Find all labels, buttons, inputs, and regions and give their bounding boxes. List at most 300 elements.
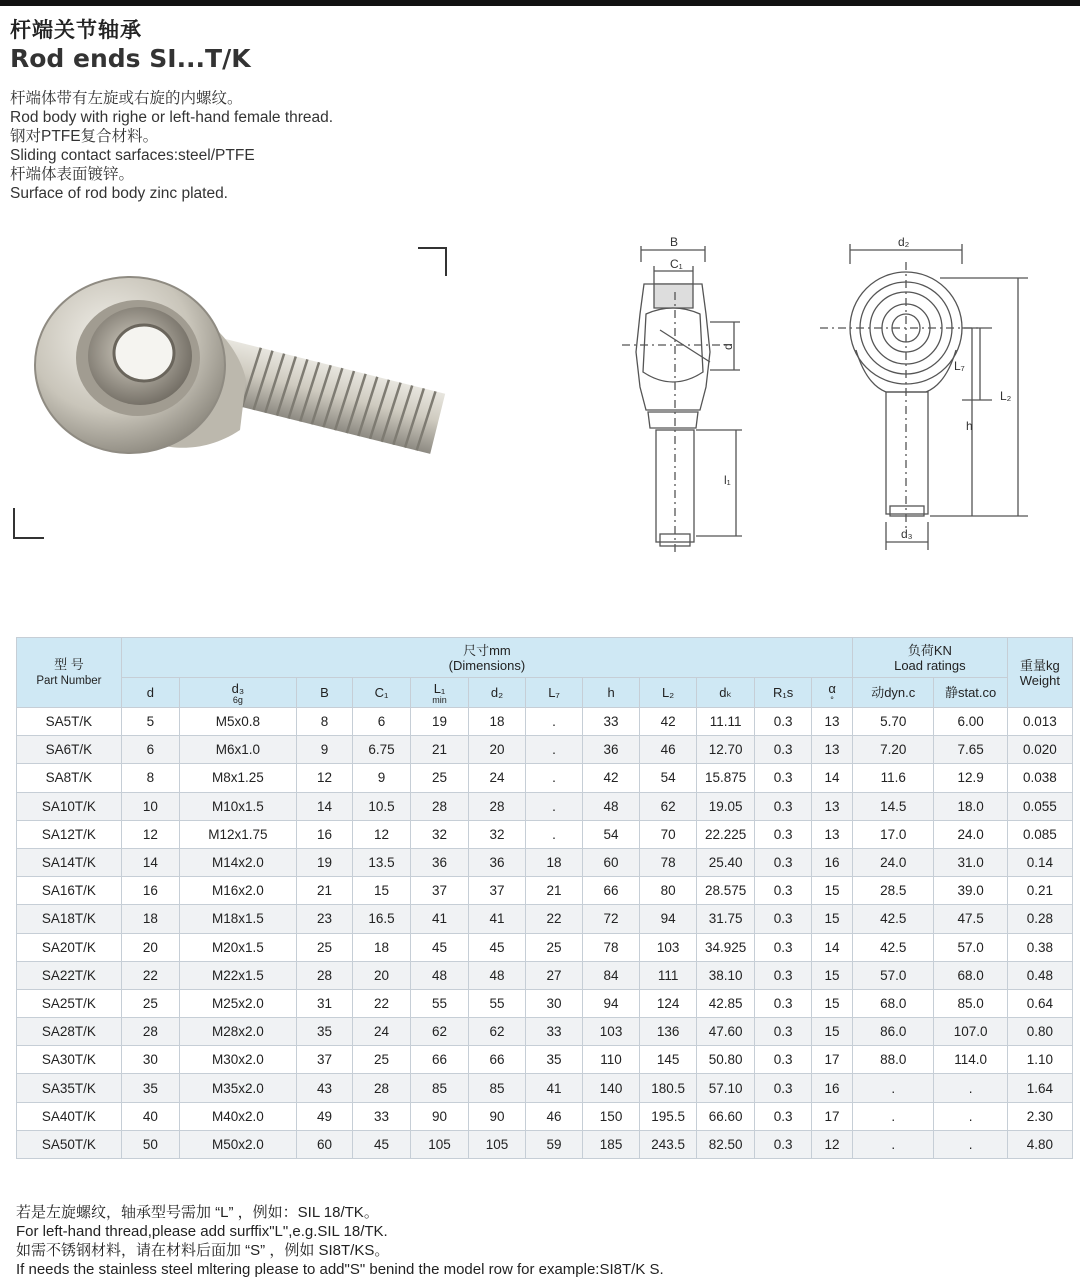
col-stat: 静stat.co [934,678,1007,708]
table-cell: 19.05 [697,792,755,820]
table-cell: 47.60 [697,1018,755,1046]
table-cell: 136 [640,1018,697,1046]
col-r1s: R₁s [755,678,812,708]
col-dyn: 动dyn.c [853,678,934,708]
table-cell: 45 [411,933,469,961]
table-cell: 28.575 [697,877,755,905]
part-number-cell: SA25T/K [17,989,122,1017]
table-cell: 6.00 [934,708,1007,736]
table-cell: 90 [411,1102,469,1130]
table-cell: 16.5 [352,905,410,933]
table-cell: 31 [296,989,352,1017]
table-cell: 46 [526,1102,583,1130]
table-cell: 48 [469,961,526,989]
table-row [17,708,1073,736]
page-title-en: Rod ends SI...T/K [10,44,251,73]
table-row [17,1130,1073,1158]
table-cell: 36 [469,848,526,876]
part-number-cell: SA12T/K [17,820,122,848]
table-cell: 54 [583,820,640,848]
table-cell: 15 [812,989,853,1017]
table-cell: M25x2.0 [179,989,296,1017]
table-cell: 12.70 [697,736,755,764]
table-cell: 31.75 [697,905,755,933]
table-cell: . [853,1074,934,1102]
table-cell: M35x2.0 [179,1074,296,1102]
table-cell: 50.80 [697,1046,755,1074]
table-cell: . [526,820,583,848]
table-cell: 25 [352,1046,410,1074]
table-cell: 17 [812,1102,853,1130]
table-cell: 41 [469,905,526,933]
spec-table [16,637,1073,1159]
header-dimensions-cn: 尺寸mm [463,642,511,658]
table-cell: 68.0 [853,989,934,1017]
table-cell: 17 [812,1046,853,1074]
table-cell: 55 [411,989,469,1017]
header-weight [1007,638,1072,708]
table-cell: M18x1.5 [179,905,296,933]
table-row [17,933,1073,961]
table-cell: 54 [640,764,697,792]
table-cell: 0.3 [755,989,812,1017]
label-c1: C₁ [670,257,683,271]
table-cell: 18 [121,905,179,933]
table-cell: 57.0 [934,933,1007,961]
col-c1: C₁ [352,678,410,708]
table-row [17,792,1073,820]
description-line: Sliding contact sarfaces:steel/PTFE [10,147,255,164]
col-b: B [296,678,352,708]
table-cell: 28 [296,961,352,989]
table-cell: 7.20 [853,736,934,764]
table-cell: M10x1.5 [179,792,296,820]
part-number-cell: SA16T/K [17,877,122,905]
table-cell: 17.0 [853,820,934,848]
table-cell: 94 [583,989,640,1017]
col-l1 [411,678,469,708]
table-cell: 19 [296,848,352,876]
table-cell: 4.80 [1007,1130,1072,1158]
table-cell: 22 [526,905,583,933]
label-d: d [721,343,735,350]
part-number-cell: SA14T/K [17,848,122,876]
table-cell: M14x2.0 [179,848,296,876]
table-cell: 37 [411,877,469,905]
part-number-cell: SA30T/K [17,1046,122,1074]
label-d3: d₃ [901,527,913,541]
table-cell: 66.60 [697,1102,755,1130]
part-number-cell: SA40T/K [17,1102,122,1130]
table-cell: . [526,708,583,736]
table-cell: M20x1.5 [179,933,296,961]
header-load-en: Load ratings [894,657,966,673]
header-part-number [17,638,122,708]
table-cell: 59 [526,1130,583,1158]
table-cell: 72 [583,905,640,933]
table-cell: 110 [583,1046,640,1074]
table-cell: 46 [640,736,697,764]
table-row [17,961,1073,989]
col-d2: d₂ [469,678,526,708]
table-cell: 150 [583,1102,640,1130]
table-cell: 24 [469,764,526,792]
top-border [0,0,1080,6]
header-weight-en: Weight [1019,672,1060,688]
table-cell: 0.28 [1007,905,1072,933]
table-cell: 0.38 [1007,933,1072,961]
table-cell: 15 [352,877,410,905]
table-cell: 86.0 [853,1018,934,1046]
label-b: B [670,235,679,249]
table-cell: 13 [812,792,853,820]
header-load [853,638,1008,678]
table-cell: 10.5 [352,792,410,820]
notes [16,1203,664,1279]
table-cell: 85.0 [934,989,1007,1017]
table-cell: M8x1.25 [179,764,296,792]
header-weight-cn: 重量kg [1020,657,1060,673]
table-row [17,736,1073,764]
table-cell: 35 [526,1046,583,1074]
table-cell: 9 [296,736,352,764]
table-cell: 36 [411,848,469,876]
table-cell: 62 [469,1018,526,1046]
part-number-cell: SA50T/K [17,1130,122,1158]
table-cell: 124 [640,989,697,1017]
table-cell: M6x1.0 [179,736,296,764]
table-cell: 0.3 [755,764,812,792]
table-cell: 45 [469,933,526,961]
table-cell: . [934,1074,1007,1102]
table-cell: 0.3 [755,1130,812,1158]
table-cell: 1.64 [1007,1074,1072,1102]
table-cell: M5x0.8 [179,708,296,736]
part-number-cell: SA18T/K [17,905,122,933]
table-cell: 37 [296,1046,352,1074]
label-d2: d₂ [898,235,910,249]
col-d: d [121,678,179,708]
table-cell: 14.5 [853,792,934,820]
table-cell: 82.50 [697,1130,755,1158]
table-cell: 15 [812,961,853,989]
table-cell: 24.0 [853,848,934,876]
table-cell: 13 [812,820,853,848]
table-cell: 0.3 [755,905,812,933]
table-cell: 5.70 [853,708,934,736]
table-cell: 0.21 [1007,877,1072,905]
header-load-cn: 负荷KN [907,642,952,658]
table-cell: 34.925 [697,933,755,961]
table-cell: 12 [352,820,410,848]
col-h: h [583,678,640,708]
table-cell: 14 [296,792,352,820]
table-cell: 31.0 [934,848,1007,876]
table-cell: 39.0 [934,877,1007,905]
label-l7: L₇ [954,359,965,373]
table-cell: 8 [296,708,352,736]
table-cell: 0.020 [1007,736,1072,764]
table-cell: 43 [296,1074,352,1102]
col-d3-sub: 6g [232,694,243,705]
table-cell: 41 [411,905,469,933]
table-cell: 66 [411,1046,469,1074]
table-cell: 42.5 [853,905,934,933]
description-line: 杆端体表面镀锌。 [10,166,135,183]
note-line: For left-hand thread,please add surffix"L",e.g.SIL 18/TK. [16,1223,388,1240]
table-cell: 25 [526,933,583,961]
table-cell: 16 [812,1074,853,1102]
table-cell: 80 [640,877,697,905]
table-cell: 35 [121,1074,179,1102]
table-cell: 107.0 [934,1018,1007,1046]
table-cell: 62 [411,1018,469,1046]
table-cell: 27 [526,961,583,989]
table-cell: 32 [411,820,469,848]
table-cell: 21 [526,877,583,905]
table-cell: 0.3 [755,820,812,848]
page-title-cn: 杆端关节轴承 [10,19,142,42]
table-cell: 22.225 [697,820,755,848]
table-row [17,989,1073,1017]
table-cell: 14 [812,933,853,961]
table-cell: 24 [352,1018,410,1046]
table-cell: 0.3 [755,792,812,820]
table-cell: 50 [121,1130,179,1158]
table-cell: 25 [121,989,179,1017]
header-dimensions [121,638,852,678]
table-cell: 42 [583,764,640,792]
table-cell: 68.0 [934,961,1007,989]
table-cell: 243.5 [640,1130,697,1158]
table-cell: 85 [411,1074,469,1102]
col-d3 [179,678,296,708]
col-l7: L₇ [526,678,583,708]
label-h: h [966,419,973,433]
table-row [17,877,1073,905]
table-cell: 12 [296,764,352,792]
table-cell: . [526,736,583,764]
table-cell: 15 [812,877,853,905]
label-l2: L₂ [1000,389,1012,403]
table-cell: 94 [640,905,697,933]
table-row [17,848,1073,876]
table-cell: 14 [812,764,853,792]
technical-drawings [600,232,1060,562]
table-cell: 0.3 [755,1018,812,1046]
table-cell: . [853,1130,934,1158]
table-cell: 90 [469,1102,526,1130]
description [10,89,333,203]
table-cell: M40x2.0 [179,1102,296,1130]
part-number-cell: SA28T/K [17,1018,122,1046]
table-cell: 0.3 [755,736,812,764]
table-cell: 111 [640,961,697,989]
table-cell: 28 [469,792,526,820]
table-cell: 28.5 [853,877,934,905]
table-cell: 84 [583,961,640,989]
table-cell: 57.10 [697,1074,755,1102]
part-number-cell: SA5T/K [17,708,122,736]
header-part-number-cn: 型 号 [54,656,84,672]
col-dk: dₖ [697,678,755,708]
table-cell: 13.5 [352,848,410,876]
table-cell: 0.038 [1007,764,1072,792]
table-cell: 66 [469,1046,526,1074]
table-cell: 103 [640,933,697,961]
table-cell: 20 [121,933,179,961]
description-line: 钢对PTFE复合材料。 [10,128,159,145]
table-cell: 55 [469,989,526,1017]
table-cell: 33 [583,708,640,736]
table-cell: 6.75 [352,736,410,764]
table-cell: M50x2.0 [179,1130,296,1158]
table-cell: 6 [121,736,179,764]
table-cell: 0.3 [755,848,812,876]
table-cell: . [934,1130,1007,1158]
table-cell: 15 [812,905,853,933]
table-cell: 13 [812,736,853,764]
table-cell: 0.055 [1007,792,1072,820]
table-cell: 0.3 [755,1074,812,1102]
table-cell: 18 [526,848,583,876]
table-cell: 25.40 [697,848,755,876]
description-line: Rod body with righe or left-hand female thread. [10,109,334,126]
table-cell: M16x2.0 [179,877,296,905]
table-row [17,905,1073,933]
table-cell: 20 [469,736,526,764]
description-line: 杆端体带有左旋或右旋的内螺纹。 [10,90,243,107]
table-row [17,820,1073,848]
table-cell: 40 [121,1102,179,1130]
table-cell: . [934,1102,1007,1130]
table-cell: 22 [121,961,179,989]
table-cell: 24.0 [934,820,1007,848]
table-cell: 35 [296,1018,352,1046]
note-line: If needs the stainless steel mltering please to add"S" benind the model row for example:SI8T/K S. [16,1261,664,1278]
table-cell: 105 [469,1130,526,1158]
table-row [17,1046,1073,1074]
table-cell: 42 [640,708,697,736]
header-dimensions-en: (Dimensions) [448,657,526,673]
table-cell: 0.3 [755,1046,812,1074]
col-l1-label: L₁ [433,680,446,696]
table-cell: 140 [583,1074,640,1102]
part-number-cell: SA20T/K [17,933,122,961]
table-cell: 57.0 [853,961,934,989]
table-cell: 0.64 [1007,989,1072,1017]
table-cell: 70 [640,820,697,848]
table-cell: 0.14 [1007,848,1072,876]
table-cell: 195.5 [640,1102,697,1130]
table-cell: 0.3 [755,1102,812,1130]
col-alpha-label: α [828,680,836,696]
table-cell: 21 [296,877,352,905]
table-cell: 114.0 [934,1046,1007,1074]
table-cell: 8 [121,764,179,792]
table-cell: 25 [296,933,352,961]
table-cell: 25 [411,764,469,792]
col-d3-label: d₃ [231,680,245,696]
table-cell: 13 [812,708,853,736]
table-cell: 42.85 [697,989,755,1017]
table-cell: 0.80 [1007,1018,1072,1046]
table-row [17,1102,1073,1130]
table-cell: 6 [352,708,410,736]
table-cell: M28x2.0 [179,1018,296,1046]
table-cell: 0.3 [755,708,812,736]
col-l2: L₂ [640,678,697,708]
table-cell: 16 [296,820,352,848]
description-line: Surface of rod body zinc plated. [10,185,228,202]
table-cell: M30x2.0 [179,1046,296,1074]
table-cell: 60 [296,1130,352,1158]
table-cell: 0.48 [1007,961,1072,989]
spec-table-body [17,708,1073,1159]
table-cell: 0.085 [1007,820,1072,848]
table-cell: 78 [583,933,640,961]
table-cell: 49 [296,1102,352,1130]
table-cell: . [853,1102,934,1130]
table-cell: 85 [469,1074,526,1102]
table-cell: 23 [296,905,352,933]
part-number-cell: SA10T/K [17,792,122,820]
col-alpha [812,678,853,708]
table-cell: 7.65 [934,736,1007,764]
part-number-cell: SA6T/K [17,736,122,764]
table-cell: 105 [411,1130,469,1158]
table-cell: 78 [640,848,697,876]
table-cell: 15.875 [697,764,755,792]
table-cell: 1.10 [1007,1046,1072,1074]
col-l1-sub: min [432,694,447,705]
table-cell: 62 [640,792,697,820]
table-cell: 66 [583,877,640,905]
table-cell: 5 [121,708,179,736]
table-cell: 16 [812,848,853,876]
table-cell: 42.5 [853,933,934,961]
table-cell: 60 [583,848,640,876]
table-row [17,764,1073,792]
table-cell: 12 [812,1130,853,1158]
table-cell: 145 [640,1046,697,1074]
table-cell: 37 [469,877,526,905]
table-cell: 48 [411,961,469,989]
part-number-cell: SA22T/K [17,961,122,989]
table-cell: 9 [352,764,410,792]
table-cell: 185 [583,1130,640,1158]
table-cell: 48 [583,792,640,820]
table-cell: 12.9 [934,764,1007,792]
table-cell: 12 [121,820,179,848]
table-cell: 33 [352,1102,410,1130]
part-number-cell: SA8T/K [17,764,122,792]
table-cell: 28 [121,1018,179,1046]
table-cell: 11.11 [697,708,755,736]
table-cell: 33 [526,1018,583,1046]
table-cell: M12x1.75 [179,820,296,848]
table-cell: 0.3 [755,877,812,905]
part-number-cell: SA35T/K [17,1074,122,1102]
table-cell: 103 [583,1018,640,1046]
table-cell: 32 [469,820,526,848]
table-cell: 88.0 [853,1046,934,1074]
header-part-number-en: Part Number [36,674,102,687]
table-cell: 16 [121,877,179,905]
table-cell: 19 [411,708,469,736]
table-cell: 41 [526,1074,583,1102]
table-cell: 30 [526,989,583,1017]
